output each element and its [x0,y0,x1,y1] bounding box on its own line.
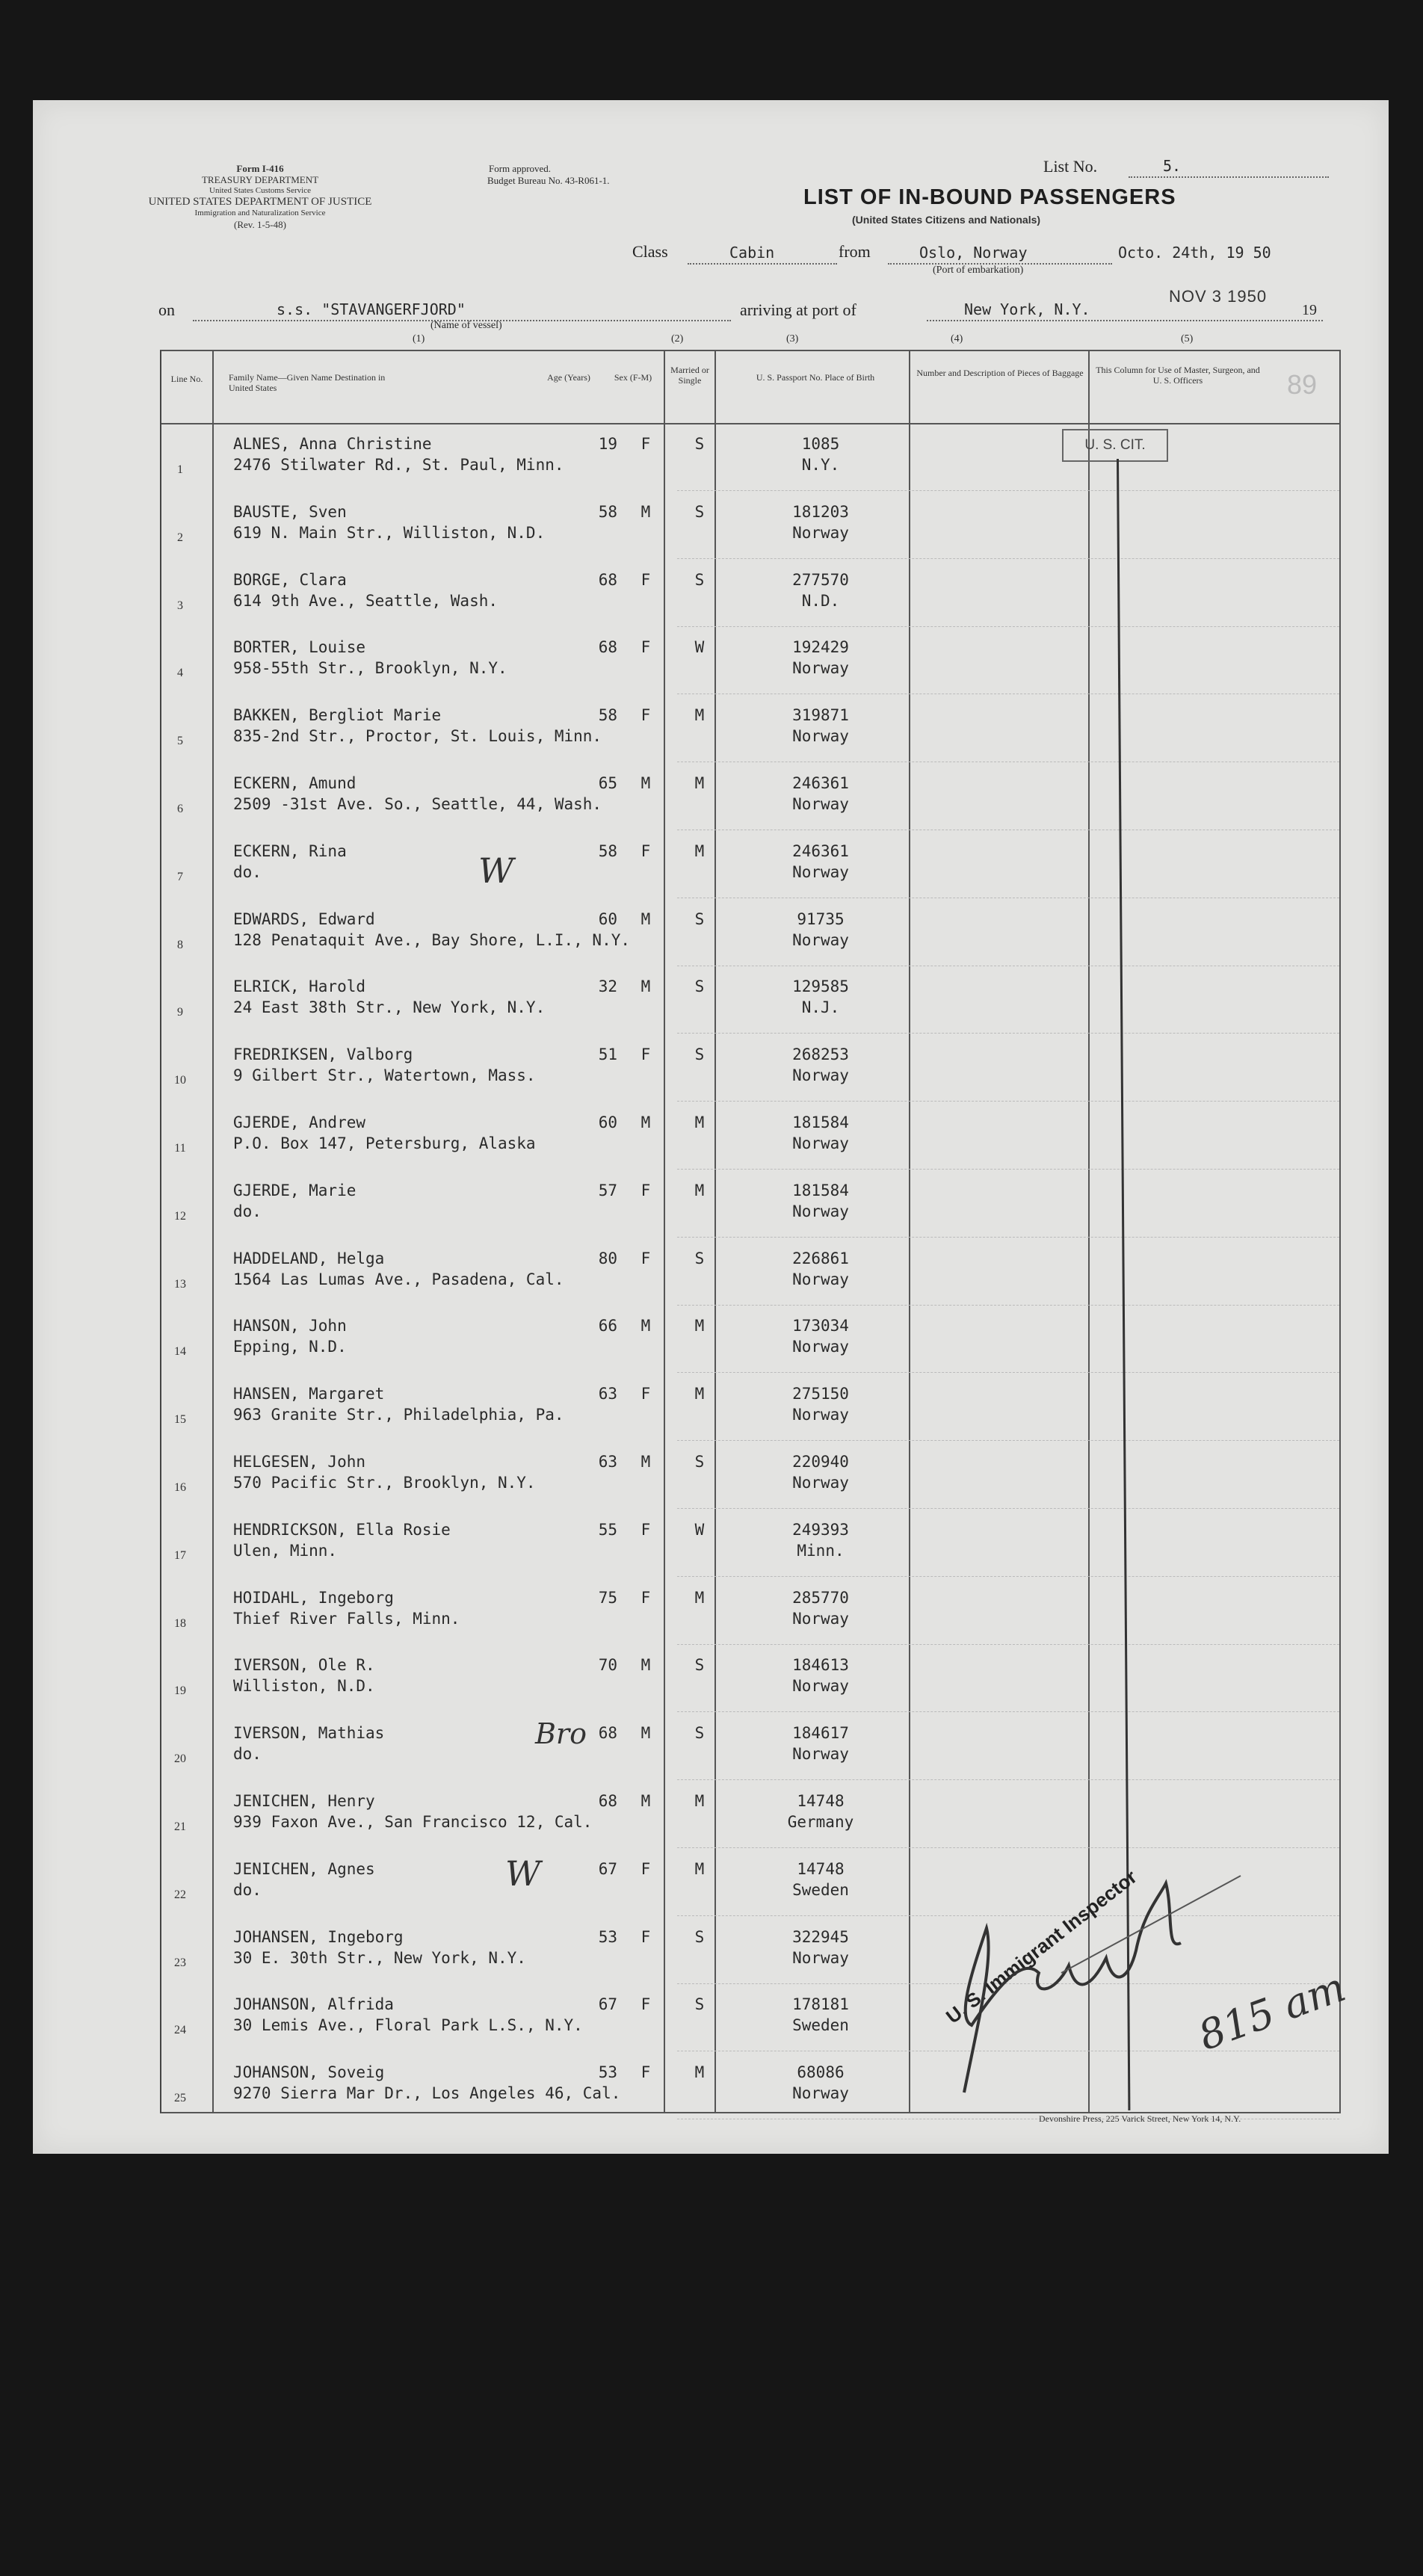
age-cell: 67 [598,1995,617,2014]
passenger-name: HELGESEN, John [233,1453,366,1471]
handwritten-time: 815 am [1192,1963,1352,2060]
line-number: 16 [174,1481,186,1494]
column-number-5: (5) [1181,333,1194,345]
passenger-name: JENICHEN, Agnes [233,1859,375,1878]
line-number: 9 [177,1006,183,1019]
sex-cell: M [640,1724,651,1743]
port-underline [927,320,1323,321]
handwritten-note-bro: Bro [535,1717,587,1750]
class-underline [688,263,837,265]
destination: 958-55th Str., Brooklyn, N.Y. [233,659,507,678]
place-of-birth: Norway [792,1474,849,1492]
passenger-name: HADDELAND, Helga [233,1249,385,1267]
class-value: Cabin [729,244,775,262]
passenger-name: GJERDE, Marie [233,1181,356,1199]
table-row [161,765,1339,833]
passenger-name: BAKKEN, Bergliot Marie [233,706,442,725]
passenger-name: IVERSON, Mathias [233,1724,385,1743]
row-rule [677,1305,1339,1306]
place-of-birth: Norway [792,1406,849,1424]
column-number-1: (1) [413,333,425,345]
table-row [161,1105,1339,1172]
form-number: Form I-416 [236,163,284,174]
destination: Williston, N.D. [233,1677,375,1696]
passport-number: 249393 [792,1520,849,1539]
column-number-2: (2) [671,333,684,345]
table-row [161,969,1339,1036]
age-cell: 70 [598,1656,617,1675]
line-number: 19 [174,1684,186,1698]
sex-cell: M [640,1114,651,1131]
sex-cell: F [640,570,651,589]
form-approved: Form approved. [489,163,552,174]
place-of-birth: Norway [792,2084,849,2103]
marital-status-cell: S [694,435,705,453]
row-rule [677,1101,1339,1102]
table-row [161,833,1339,901]
marital-status-cell: M [694,2063,705,2082]
marital-status-cell: S [694,909,705,928]
destination: 30 E. 30th Str., New York, N.Y. [233,1948,526,1967]
table-row [161,1173,1339,1240]
page-subtitle: (United States Citizens and Nationals) [852,214,1041,226]
marital-status-cell: S [694,1724,705,1743]
marital-status-cell: S [694,502,705,521]
place-of-birth: Norway [792,795,849,813]
agency-header [126,163,395,230]
passenger-name: JOHANSON, Alfrida [233,1995,394,2014]
row-rule [677,1169,1339,1170]
place-of-birth: Sweden [792,1880,849,1899]
marital-status-cell: M [694,841,705,860]
place-of-birth: Norway [792,1066,849,1085]
from-label: from [839,242,871,261]
passenger-name: JOHANSEN, Ingeborg [233,1927,404,1946]
sex-cell: M [640,774,651,792]
sex-cell: F [640,435,651,453]
table-row [161,1512,1339,1579]
destination: do. [233,862,262,881]
table-row [161,494,1339,561]
list-no-label: List No. [1043,157,1098,176]
line-number: 22 [174,1888,186,1901]
destination: Ulen, Minn. [233,1541,338,1560]
destination: 2509 -31st Ave. So., Seattle, 44, Wash. [233,795,602,813]
passenger-table [160,350,1341,2113]
line-number: 24 [174,2024,186,2037]
passenger-name: IVERSON, Ole R. [233,1656,375,1675]
on-label: on [158,300,175,319]
age-cell: 68 [598,1724,617,1743]
header-officers: This Column for Use of Master, Surgeon, and U. S. Officers [1096,365,1260,386]
page-title: LIST OF IN-BOUND PASSENGERS [803,185,1176,209]
line-number: 11 [174,1142,186,1155]
destination: Epping, N.D. [233,1338,347,1356]
marital-status-cell: M [694,1859,705,1878]
passport-number: 91735 [797,909,845,928]
destination: 614 9th Ave., Seattle, Wash. [233,591,498,610]
row-rule [677,1644,1339,1645]
table-row [161,697,1339,765]
row-rule [677,1779,1339,1780]
destination: Thief River Falls, Minn. [233,1609,460,1628]
handwritten-note-w: W [505,1853,541,1894]
marital-status-cell: M [694,1181,705,1199]
table-row [161,1444,1339,1511]
place-of-birth: Germany [787,1813,854,1831]
line-number: 8 [177,938,183,951]
port-value: New York, N.Y. [964,300,1090,318]
sex-cell: F [640,1181,651,1199]
passenger-name: FREDRIKSEN, Valborg [233,1045,413,1064]
header-passport: U. S. Passport No. Place of Birth [756,372,875,383]
customs-service: United States Customs Service [209,186,311,195]
marital-status-cell: M [694,1317,705,1335]
table-row [161,1241,1339,1308]
age-cell: 63 [598,1385,617,1403]
header-line-no: Line No. [170,374,203,384]
age-cell: 60 [598,1114,617,1131]
place-of-birth: Norway [792,1134,849,1152]
inspector-signature [942,1868,1256,2107]
age-cell: 66 [598,1317,617,1335]
sex-cell: F [640,1588,651,1607]
passport-number: 246361 [792,841,849,860]
line-number: 3 [177,599,183,612]
line-number: 25 [174,2092,186,2105]
marital-status-cell: S [694,1249,705,1267]
us-citizen-stamp: U. S. CIT. [1062,429,1168,462]
row-rule [677,1440,1339,1441]
age-cell: 68 [598,638,617,657]
sex-cell: F [640,638,651,657]
table-row [161,1580,1339,1647]
line-number: 6 [177,803,183,815]
passenger-name: ECKERN, Rina [233,841,347,860]
line-number: 15 [174,1413,186,1427]
vessel-name: s.s. "STAVANGERFJORD" [277,300,466,318]
place-of-birth: Norway [792,1270,849,1288]
passport-number: 192429 [792,638,849,657]
marital-status-cell: S [694,1656,705,1675]
place-of-birth: Norway [792,1609,849,1628]
age-cell: 67 [598,1859,617,1878]
passenger-name: BORGE, Clara [233,570,347,589]
vessel-caption: (Name of vessel) [430,320,502,331]
row-rule [677,1508,1339,1509]
passport-number: 275150 [792,1385,849,1403]
place-of-birth: Norway [792,727,849,746]
destination: 835-2nd Str., Proctor, St. Louis, Minn. [233,727,602,746]
age-cell: 75 [598,1588,617,1607]
sex-cell: F [640,1927,651,1946]
line-number: 23 [174,1956,186,1969]
sex-cell: F [640,706,651,725]
line-number: 18 [174,1616,186,1630]
row-rule [677,558,1339,559]
embark-caption: (Port of embarkation) [933,265,1024,276]
column-number-4: (4) [951,333,963,345]
place-of-birth: N.J. [801,998,840,1017]
passport-number: 14748 [797,1792,845,1810]
destination: 570 Pacific Str., Brooklyn, N.Y. [233,1474,536,1492]
revision: (Rev. 1-5-48) [234,219,286,230]
passenger-name: BORTER, Louise [233,638,366,657]
destination: do. [233,1880,262,1899]
header-age: Age (Years) [547,372,590,383]
table-row [161,1037,1339,1104]
passport-number: 285770 [792,1588,849,1607]
age-cell: 32 [598,977,617,996]
place-of-birth: Norway [792,1202,849,1220]
header-sex: Sex (F-M) [614,372,652,383]
line-number: 10 [174,1074,186,1087]
place-of-birth: Norway [792,1948,849,1967]
table-row [161,1308,1339,1375]
sex-cell: F [640,1995,651,2014]
row-rule [677,1033,1339,1034]
marital-status-cell: M [694,706,705,725]
age-cell: 58 [598,706,617,725]
year-prefix: 19 [1302,302,1317,318]
passport-number: 226861 [792,1249,849,1267]
sex-cell: M [640,1317,651,1335]
place-of-birth: Norway [792,862,849,881]
age-cell: 53 [598,2063,617,2082]
line-number: 1 [177,463,183,476]
destination: 963 Granite Str., Philadelphia, Pa. [233,1406,564,1424]
table-row [161,562,1339,629]
passport-number: 129585 [792,977,849,996]
treasury-department: TREASURY DEPARTMENT [201,174,319,185]
marital-status-cell: S [694,1995,705,2014]
passenger-name: HENDRICKSON, Ella Rosie [233,1520,451,1539]
passport-number: 1085 [801,435,840,453]
age-cell: 58 [598,502,617,521]
row-rule [677,1711,1339,1712]
passenger-name: ALNES, Anna Christine [233,435,432,453]
passport-number: 184613 [792,1656,849,1675]
table-row [161,1647,1339,1714]
page-number: 89 [1287,369,1318,400]
passport-number: 14748 [797,1859,845,1878]
destination: 1564 Las Lumas Ave., Pasadena, Cal. [233,1270,564,1288]
immigrant-inspector-stamp: U. S. Immigrant Inspector [942,1865,1141,2028]
sex-cell: F [640,1385,651,1403]
row-rule [677,1237,1339,1238]
destination: 30 Lemis Ave., Floral Park L.S., N.Y. [233,2016,583,2035]
row-rule [677,490,1339,491]
row-rule [677,1847,1339,1848]
row-rule [677,1372,1339,1373]
destination: 24 East 38th Str., New York, N.Y. [233,998,546,1017]
passport-number: 181584 [792,1114,849,1131]
place-of-birth: Norway [792,1677,849,1696]
destination: 619 N. Main Str., Williston, N.D. [233,523,546,542]
passport-number: 220940 [792,1453,849,1471]
header-baggage: Number and Description of Pieces of Baggage [916,368,1084,378]
line-number: 17 [174,1548,186,1562]
from-value: Oslo, Norway [919,244,1028,262]
passenger-name: JENICHEN, Henry [233,1792,375,1810]
age-cell: 51 [598,1045,617,1064]
passport-number: 184617 [792,1724,849,1743]
place-of-birth: N.D. [801,591,840,610]
sex-cell: M [640,1656,651,1675]
arrival-date-stamp: NOV 3 1950 [1169,287,1268,306]
column-number-3: (3) [786,333,799,345]
row-rule [677,1576,1339,1577]
header-married: Married or Single [670,365,709,386]
passport-number: 319871 [792,706,849,725]
line-number: 21 [174,1820,186,1833]
line-number: 7 [177,870,183,883]
line-number: 2 [177,531,183,544]
passport-number: 322945 [792,1927,849,1946]
printer-imprint: Devonshire Press, 225 Varick Street, New York 14, N.Y. [1039,2113,1241,2124]
sailing-date: Octo. 24th, 19 50 [1118,244,1271,262]
passenger-name: JOHANSON, Soveig [233,2063,385,2082]
sex-cell: F [640,1249,651,1267]
passenger-name: EDWARDS, Edward [233,909,375,928]
justice-department: UNITED STATES DEPARTMENT OF JUSTICE [148,196,372,208]
place-of-birth: Sweden [792,2016,849,2035]
passenger-name: GJERDE, Andrew [233,1114,366,1131]
marital-status-cell: S [694,570,705,589]
age-cell: 80 [598,1249,617,1267]
age-cell: 53 [598,1927,617,1946]
table-row [161,1783,1339,1850]
line-number: 12 [174,1209,186,1223]
marital-status-cell: W [694,1520,705,1539]
place-of-birth: Norway [792,659,849,678]
age-cell: 68 [598,570,617,589]
table-row [161,629,1339,696]
budget-bureau: Budget Bureau No. 43-R061-1. [487,175,610,186]
line-number: 14 [174,1345,186,1359]
sex-cell: F [640,1859,651,1878]
marital-status-cell: M [694,1588,705,1607]
marital-status-cell: M [694,1114,705,1131]
line-number: 13 [174,1277,186,1291]
passport-number: 181584 [792,1181,849,1199]
passenger-name: HANSEN, Margaret [233,1385,385,1403]
passenger-name: HOIDAHL, Ingeborg [233,1588,394,1607]
passport-number: 173034 [792,1317,849,1335]
sex-cell: M [640,909,651,928]
destination: 939 Faxon Ave., San Francisco 12, Cal. [233,1813,593,1831]
destination: P.O. Box 147, Petersburg, Alaska [233,1134,536,1152]
destination: do. [233,1745,262,1764]
destination: do. [233,1202,262,1220]
marital-status-cell: M [694,1792,705,1810]
age-cell: 63 [598,1453,617,1471]
sex-cell: M [640,502,651,521]
marital-status-cell: S [694,1927,705,1946]
table-row [161,901,1339,969]
age-cell: 68 [598,1792,617,1810]
header-divider [161,423,1339,424]
sex-cell: M [640,1453,651,1471]
passenger-name: ECKERN, Amund [233,774,356,792]
header-name: Family Name—Given Name Destination in United States [229,372,386,393]
passenger-name: HANSON, John [233,1317,347,1335]
destination: 2476 Stilwater Rd., St. Paul, Minn. [233,456,564,474]
handwritten-note-w: W [478,850,514,891]
destination: 9270 Sierra Mar Dr., Los Angeles 46, Cal. [233,2084,621,2103]
marital-status-cell: S [694,977,705,996]
place-of-birth: Norway [792,1338,849,1356]
age-cell: 58 [598,841,617,860]
line-number: 20 [174,1752,186,1766]
sex-cell: F [640,1045,651,1064]
place-of-birth: N.Y. [801,456,840,474]
age-cell: 57 [598,1181,617,1199]
age-cell: 60 [598,909,617,928]
place-of-birth: Norway [792,1745,849,1764]
table-row [161,1715,1339,1782]
age-cell: 19 [598,435,617,453]
marital-status-cell: M [694,774,705,792]
sex-cell: F [640,1520,651,1539]
passport-number: 268253 [792,1045,849,1064]
marital-status-cell: S [694,1045,705,1064]
list-no-underline [1129,176,1329,178]
line-number: 5 [177,735,183,748]
place-of-birth: Minn. [797,1541,845,1560]
passenger-name: ELRICK, Harold [233,977,366,996]
passport-number: 277570 [792,570,849,589]
ins-service: Immigration and Naturalization Service [194,209,326,217]
sex-cell: F [640,841,651,860]
arriving-label: arriving at port of [740,300,856,319]
passport-number: 246361 [792,774,849,792]
passport-number: 181203 [792,502,849,521]
sex-cell: M [640,977,651,996]
row-rule [677,626,1339,627]
marital-status-cell: M [694,1385,705,1403]
place-of-birth: Norway [792,930,849,949]
line-number: 4 [177,667,183,680]
age-cell: 55 [598,1520,617,1539]
passenger-name: BAUSTE, Sven [233,502,347,521]
class-label: Class [632,242,668,261]
table-row [161,1376,1339,1443]
passport-number: 178181 [792,1995,849,2014]
passport-number: 68086 [797,2063,845,2082]
age-cell: 65 [598,774,617,792]
destination: 9 Gilbert Str., Watertown, Mass. [233,1066,536,1085]
place-of-birth: Norway [792,523,849,542]
marital-status-cell: S [694,1453,705,1471]
destination: 128 Penataquit Ave., Bay Shore, L.I., N.Y. [233,930,631,949]
sex-cell: F [640,2063,651,2082]
sex-cell: M [640,1792,651,1810]
marital-status-cell: W [694,638,705,657]
list-no-value: 5. [1163,157,1182,175]
